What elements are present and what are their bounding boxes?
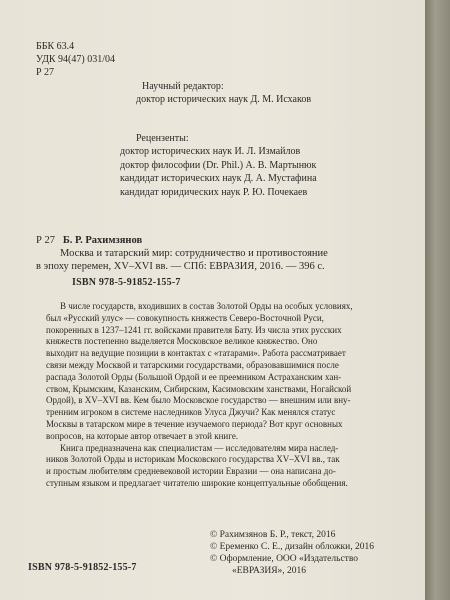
- biblio-title-line: в эпоху перемен, XV–XVI вв. — СПб: ЕВРАЗИЯ, 2016. — 396 с.: [36, 261, 325, 273]
- annotation-line: княжеств постепенно выделяется Московское великое княжество. Оно: [46, 336, 318, 347]
- udk-code: УДК 94(47) 031/04: [36, 54, 115, 65]
- annotation-line: Москвы в татарском мире в течение изучаемого периода? Вот круг основных: [46, 418, 343, 429]
- annotation-line: ством, Крымским, Казанским, Сибирским, Касимовским ханствами, Ногайской: [46, 383, 352, 394]
- classification-codes: [36, 40, 115, 79]
- annotation-line: выходит на ведущие позиции в контактах с «татарами». Работа рассматривает: [46, 348, 346, 359]
- sci-editor-name: доктор исторических наук Д. М. Исхаков: [136, 94, 312, 105]
- copyright-line: © Рахимзянов Б. Р., текст, 2016: [210, 530, 336, 540]
- biblio-title-line: Москва и татарский мир: сотрудничество и противостояние: [60, 248, 328, 260]
- annotation-line: ступным языком и предлагает читателю широкие концептуальные обобщения.: [46, 477, 348, 488]
- reviewer: кандидат юридических наук Р. Ю. Почекаев: [120, 186, 308, 198]
- annotation-paragraph: [46, 301, 396, 443]
- annotation-line: и простым любителям средневековой истории Евразии — она написана до-: [46, 466, 336, 477]
- book-page-edge: [425, 0, 450, 600]
- annotation-paragraph: [46, 443, 396, 490]
- reviewer: доктор философии (Dr. Phil.) А. В. Мартынюк: [120, 159, 317, 171]
- reviewers-block: [120, 132, 317, 199]
- bibliographic-record: [36, 234, 396, 274]
- biblio-code: Р 27: [36, 235, 55, 246]
- isbn-top: ISBN 978-5-91852-155-7: [72, 277, 181, 288]
- scientific-editor: [136, 80, 311, 106]
- annotation-line: покоренных в 1237–1241 гг. войсками правителя Бату. Из числа этих русских: [46, 324, 342, 335]
- biblio-author: Б. Р. Рахимзянов: [62, 235, 143, 246]
- isbn-bottom: ISBN 978-5-91852-155-7: [28, 562, 137, 573]
- annotation: [46, 301, 396, 490]
- copyright-line: © Оформление, ООО «Издательство: [210, 554, 359, 564]
- annotation-line: тренним игроком в системе наследников Улуса Джучи? Как менялся статус: [46, 407, 336, 418]
- copyright-line: © Еременко С. Е., дизайн обложки, 2016: [210, 542, 374, 552]
- sci-editor-label: Научный редактор:: [142, 81, 224, 92]
- reviewer: доктор исторических наук И. Л. Измайлов: [120, 146, 301, 158]
- copyright-line: «ЕВРАЗИЯ», 2016: [232, 566, 307, 576]
- bbk-code: ББК 63.4: [36, 41, 75, 52]
- reviewers-label: Рецензенты:: [136, 133, 189, 144]
- annotation-line: В числе государств, входивших в состав Золотой Орды на особых условиях,: [60, 301, 353, 311]
- copyright-block: [210, 529, 374, 577]
- annotation-line: Книга предназначена как специалистам — исследователям мира наслед-: [60, 442, 339, 453]
- reviewer: кандидат исторических наук Д. А. Мустафина: [120, 173, 317, 185]
- annotation-line: связи между Москвой и татарскими государствами, образовавшимися после: [46, 359, 339, 370]
- annotation-line: был «Русский улус» — совокупность княжеств Северо-Восточной Руси,: [46, 312, 324, 323]
- annotation-line: вопросов, на которые автор отвечает в этой книге.: [46, 430, 239, 441]
- annotation-line: ников Золотой Орды и историкам Московского государства XV–XVI вв., так: [46, 454, 340, 465]
- annotation-line: распада Золотой Орды (Большой Ордой и ее преемником Астраханским хан-: [46, 371, 342, 382]
- annotation-line: Ордой), в XV–XVI вв. Кем было Московское государство — внешним или вну-: [46, 395, 351, 406]
- shelf-code: Р 27: [36, 67, 55, 78]
